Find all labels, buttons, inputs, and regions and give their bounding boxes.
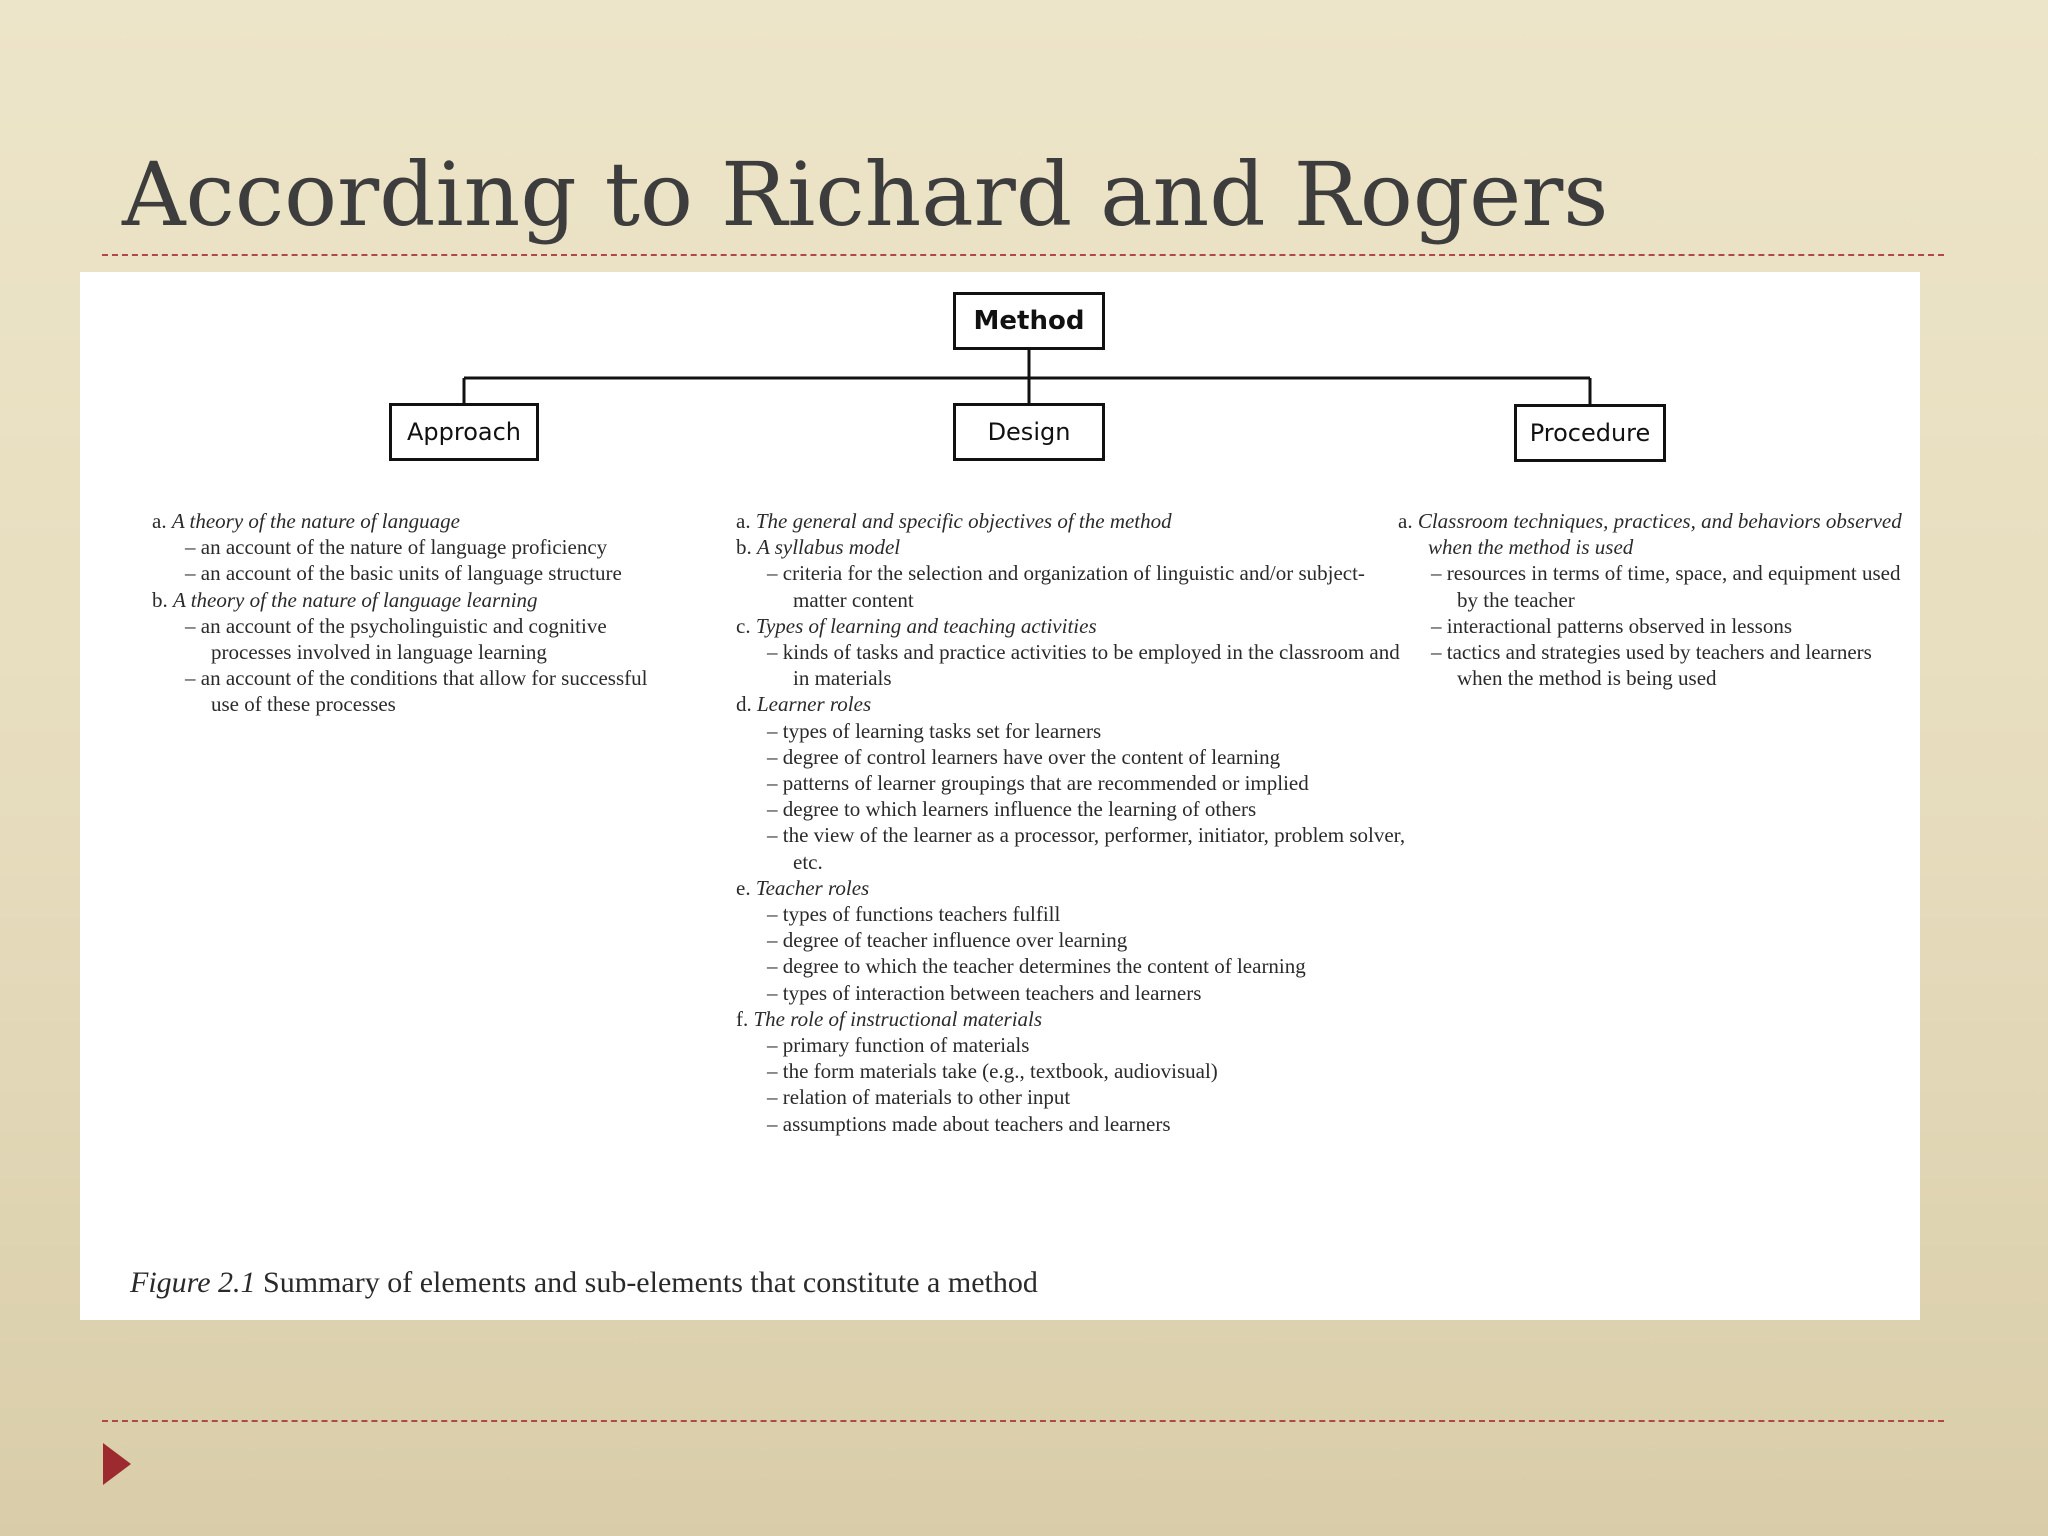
- sub-item-text: resources in terms of time, space, and equipment used by the teacher: [1446, 561, 1901, 612]
- design-sub-item: [736, 560, 1416, 612]
- sub-item-text: an account of the basic units of language structure: [200, 561, 622, 586]
- sub-item-text: degree of teacher influence over learning: [782, 928, 1128, 953]
- design-sub-item: [736, 744, 1416, 770]
- design-sub-item: [736, 927, 1416, 953]
- dash-bullet: –: [767, 1111, 783, 1136]
- item-letter: b.: [736, 535, 752, 560]
- sub-item-text: an account of the conditions that allow for successful use of these processes: [200, 666, 648, 717]
- design-item-heading: [736, 875, 1416, 901]
- sub-item-text: degree to which learners influence the learning of others: [782, 797, 1257, 822]
- sub-item-text: the form materials take (e.g., textbook, audiovisual): [782, 1059, 1218, 1084]
- approach-box: Approach: [389, 403, 539, 461]
- dash-bullet: –: [767, 718, 783, 743]
- design-sub-item: [736, 1111, 1416, 1137]
- design-column: [736, 508, 1416, 1137]
- dash-bullet: –: [767, 561, 783, 586]
- dash-bullet: –: [1431, 613, 1447, 638]
- item-heading-text: Teacher roles: [755, 875, 870, 900]
- approach-column: [152, 508, 652, 718]
- item-heading-text: Classroom techniques, practices, and behaviors observed when the method is used: [1417, 509, 1902, 560]
- sub-item-text: primary function of materials: [782, 1033, 1030, 1058]
- dash-bullet: –: [1431, 561, 1447, 586]
- dash-bullet: –: [767, 771, 783, 796]
- slide-title: According to Richard and Rogers: [122, 143, 1609, 246]
- design-sub-item: [736, 770, 1416, 796]
- dash-bullet: –: [767, 954, 783, 979]
- play-arrow-icon[interactable]: [103, 1443, 131, 1485]
- item-letter: c.: [736, 613, 751, 638]
- procedure-column: [1398, 508, 1918, 691]
- approach-sub-item: [152, 534, 652, 560]
- method-figure: [80, 272, 1920, 1320]
- method-box: Method: [953, 292, 1105, 350]
- sub-item-text: the view of the learner as a processor, performer, initiator, problem solver, etc.: [782, 823, 1406, 874]
- dash-bullet: –: [767, 797, 783, 822]
- dash-bullet: –: [767, 744, 783, 769]
- sub-item-text: kinds of tasks and practice activities to be employed in the classroom and in materials: [782, 640, 1400, 691]
- design-sub-item: [736, 822, 1416, 874]
- design-sub-item: [736, 639, 1416, 691]
- title-divider: [102, 254, 1944, 256]
- procedure-item-heading: [1398, 508, 1918, 560]
- item-heading-text: The general and specific objectives of the method: [755, 509, 1172, 533]
- design-box: Design: [953, 403, 1105, 461]
- design-sub-item: [736, 718, 1416, 744]
- sub-item-text: degree to which the teacher determines the content of learning: [782, 954, 1306, 979]
- approach-sub-item: [152, 613, 652, 665]
- design-item-heading: [736, 691, 1416, 717]
- design-item-heading: [736, 534, 1416, 560]
- item-heading-text: The role of instructional materials: [753, 1006, 1043, 1031]
- dash-bullet: –: [767, 928, 783, 953]
- figure-caption: [130, 1266, 1038, 1300]
- approach-item-heading: [152, 508, 652, 534]
- dash-bullet: –: [767, 1033, 783, 1058]
- item-letter: e.: [736, 875, 751, 900]
- design-item-heading: [736, 1006, 1416, 1032]
- item-letter: d.: [736, 692, 752, 717]
- sub-item-text: relation of materials to other input: [782, 1085, 1071, 1110]
- item-letter: a.: [736, 509, 751, 533]
- design-sub-item: [736, 1032, 1416, 1058]
- approach-item-heading: [152, 587, 652, 613]
- item-heading-text: Learner roles: [757, 692, 872, 717]
- procedure-sub-item: [1398, 613, 1918, 639]
- item-letter: a.: [1398, 509, 1413, 533]
- procedure-sub-item: [1398, 560, 1918, 612]
- procedure-box: Procedure: [1514, 404, 1666, 462]
- design-sub-item: [736, 901, 1416, 927]
- dash-bullet: –: [185, 561, 201, 586]
- sub-item-text: tactics and strategies used by teachers and learners when the method is being used: [1446, 640, 1872, 691]
- dash-bullet: –: [767, 1085, 783, 1110]
- caption-text: Summary of elements and sub-elements that constitute a method: [263, 1266, 1038, 1299]
- approach-sub-item: [152, 665, 652, 717]
- dash-bullet: –: [767, 902, 783, 927]
- procedure-sub-item: [1398, 639, 1918, 691]
- item-letter: b.: [152, 587, 168, 612]
- caption-label: Figure 2.1: [130, 1266, 256, 1299]
- design-item-heading: [736, 508, 1416, 534]
- dash-bullet: –: [767, 1059, 783, 1084]
- dash-bullet: –: [185, 613, 201, 638]
- sub-item-text: patterns of learner groupings that are recommended or implied: [782, 771, 1309, 796]
- design-item-heading: [736, 613, 1416, 639]
- design-sub-item: [736, 980, 1416, 1006]
- sub-item-text: interactional patterns observed in lessons: [1446, 613, 1792, 638]
- item-heading-text: Types of learning and teaching activities: [755, 613, 1097, 638]
- approach-sub-item: [152, 560, 652, 586]
- dash-bullet: –: [1431, 640, 1447, 665]
- dash-bullet: –: [185, 535, 201, 560]
- design-sub-item: [736, 1058, 1416, 1084]
- item-letter: a.: [152, 509, 167, 533]
- design-sub-item: [736, 796, 1416, 822]
- sub-item-text: an account of the psycholinguistic and cognitive processes involved in language learning: [200, 613, 607, 665]
- sub-item-text: criteria for the selection and organization of linguistic and/or subject-matter content: [782, 561, 1365, 612]
- dash-bullet: –: [767, 823, 783, 848]
- footer-divider: [102, 1420, 1944, 1422]
- sub-item-text: an account of the nature of language proficiency: [200, 535, 608, 560]
- sub-item-text: assumptions made about teachers and learners: [782, 1111, 1171, 1136]
- sub-item-text: types of interaction between teachers and learners: [782, 980, 1202, 1005]
- sub-item-text: types of functions teachers fulfill: [782, 902, 1061, 927]
- design-sub-item: [736, 953, 1416, 979]
- dash-bullet: –: [767, 640, 783, 665]
- design-sub-item: [736, 1084, 1416, 1110]
- item-heading-text: A theory of the nature of language learning: [173, 587, 538, 612]
- item-letter: f.: [736, 1006, 749, 1031]
- item-heading-text: A syllabus model: [757, 535, 901, 560]
- dash-bullet: –: [185, 666, 201, 691]
- sub-item-text: degree of control learners have over the content of learning: [782, 744, 1281, 769]
- sub-item-text: types of learning tasks set for learners: [782, 718, 1102, 743]
- item-heading-text: A theory of the nature of language: [171, 509, 460, 533]
- dash-bullet: –: [767, 980, 783, 1005]
